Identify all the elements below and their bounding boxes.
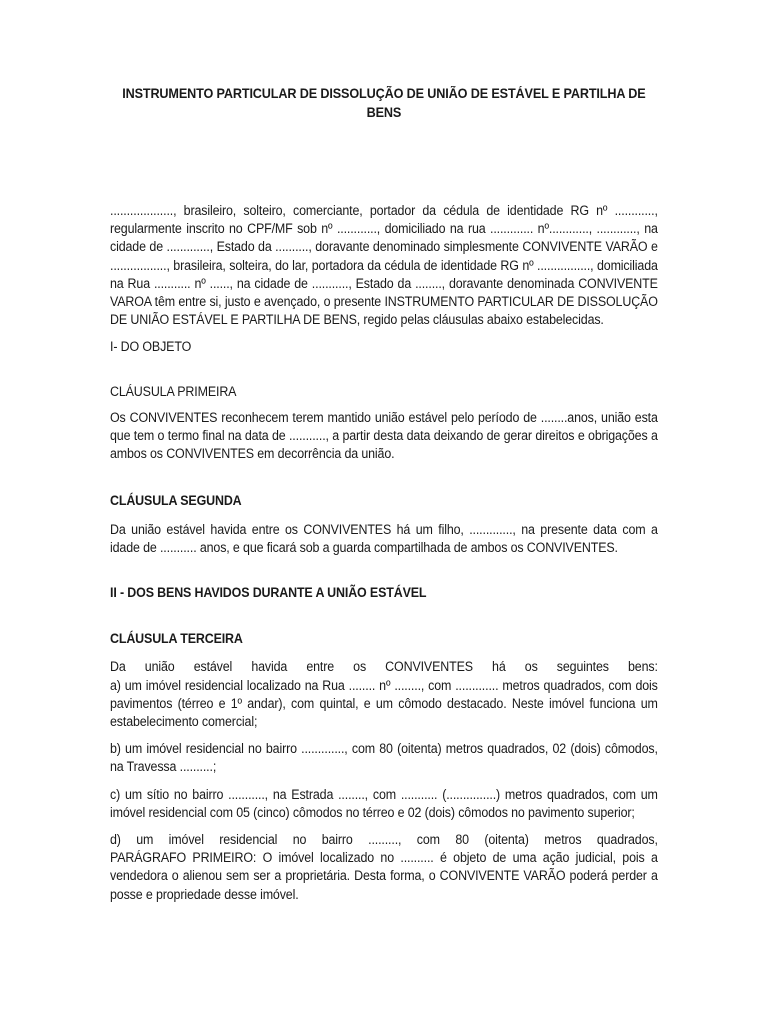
section-2-heading: II - DOS BENS HAVIDOS DURANTE A UNIÃO ESTÁVEL xyxy=(110,585,427,601)
clause-3-item-c: c) um sítio no bairro ..........., na Estrada ........, com ........... (...............) metros quadrados, com um imóvel residencial com 05 (cinco) cômodos no térreo e 02 (dois) cômodos no pavimento superior; xyxy=(110,786,658,820)
document-page xyxy=(110,84,658,913)
clause-1-heading: CLÁUSULA PRIMEIRA xyxy=(110,383,237,399)
paragrafo-primeiro: PARÁGRAFO PRIMEIRO: O imóvel localizado no .......... é objeto de uma ação judicial, pois a vendedora o alienou sem ser a proprietária. Desta forma, o CONVIVENTE VARÃO poderá perder a posse e propriedade desse imóvel. xyxy=(110,850,658,902)
clause-3-item-b: b) um imóvel residencial no bairro ............., com 80 (oitenta) metros quadrados, 02 (dois) cômodos, na Travessa ..........; xyxy=(110,741,658,775)
clause-3-item-d: d) um imóvel residencial no bairro ........., com 80 (oitenta) metros quadrados, xyxy=(110,832,658,848)
clause-3-heading: CLÁUSULA TERCEIRA xyxy=(110,631,243,647)
clause-2-heading: CLÁUSULA SEGUNDA xyxy=(110,493,242,509)
clause-1-text: Os CONVIVENTES reconhecem terem mantido união estável pelo período de ........anos, união esta que tem o termo final na data de ..........., a partir desta data deixando de gerar direitos e obrigações a ambos os CONVIVENTES em decorrência da união. xyxy=(110,409,658,462)
document-title: INSTRUMENTO PARTICULAR DE DISSOLUÇÃO DE UNIÃO DE ESTÁVEL E PARTILHA DE BENS xyxy=(122,86,646,120)
intro-paragraph: ..................., brasileiro, solteiro, comerciante, portador da cédula de identidade RG nº ............, regularmente inscrito no CPF/MF sob nº ............, domiciliado na rua ............. nº............, ............, na cidade de ............., Estado da .........., doravante denominado simplesmente CONVIVENTE VARÃO e ................., brasileira, solteira, do lar, portadora da cédula de identidade RG nº ................, domiciliada na Rua ........... nº ......, na cidade de ..........., Estado da ........, doravante denominada CONVIVENTE VAROA têm entre si, justo e avençado, o presente INSTRUMENTO PARTICULAR DE DISSOLUÇÃO DE UNIÃO ESTÁVEL E PARTILHA DE BENS, regido pelas cláusulas abaixo estabelecidas. xyxy=(110,203,658,328)
clause-3-item-a: a) um imóvel residencial localizado na Rua ........ nº ........, com ............. metros quadrados, com dois pavimentos (térreo e 1º andar), com quintal, e um cômodo destacado. Neste imóvel funciona um estabelecimento comercial; xyxy=(110,677,658,730)
section-1-heading: I- DO OBJETO xyxy=(110,339,192,355)
clause-2-text: Da união estável havida entre os CONVIVENTES há um filho, ............., na presente data com a idade de ........... anos, e que ficará sob a guarda compartilhada de ambos os CONVIVENTES. xyxy=(110,521,658,555)
clause-3-intro: Da união estável havida entre os CONVIVENTES há os seguintes bens: xyxy=(110,659,658,675)
